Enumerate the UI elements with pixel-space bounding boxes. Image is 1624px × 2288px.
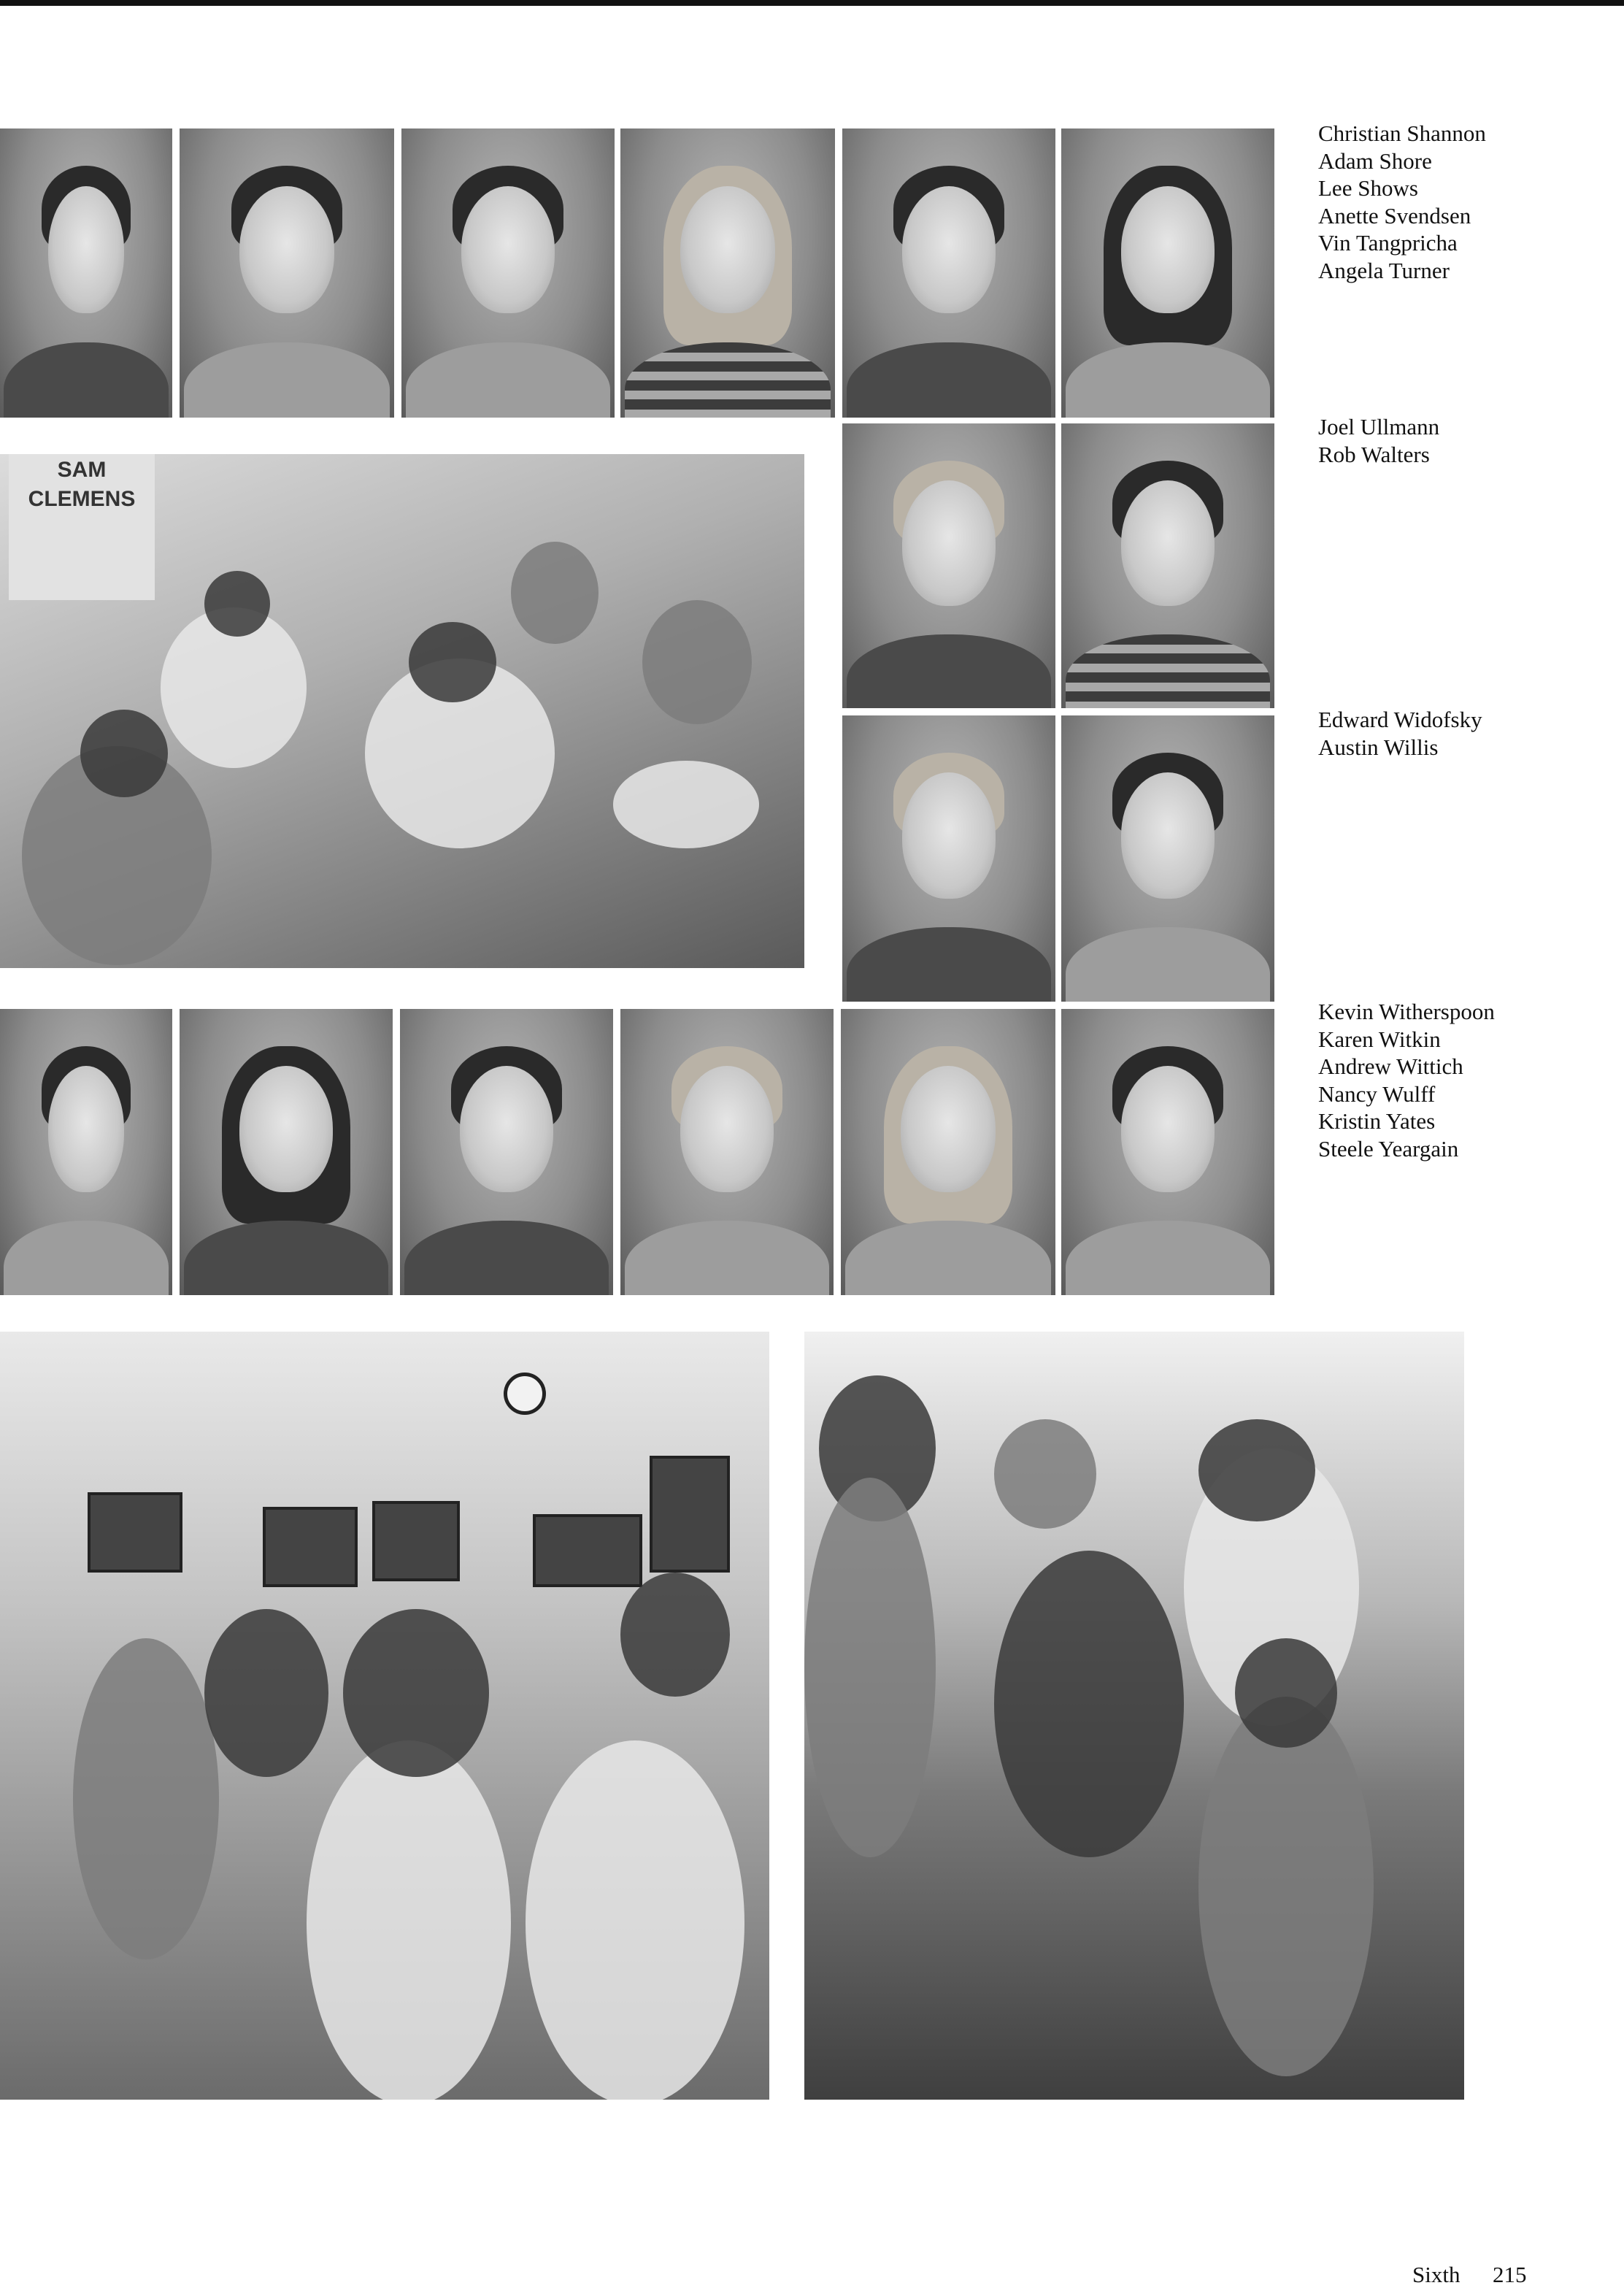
student-name: Angela Turner: [1318, 257, 1450, 283]
wall-picture: [88, 1492, 182, 1573]
student-name: Nancy Wulff: [1318, 1080, 1436, 1107]
portrait-joel-ullmann: [842, 423, 1055, 708]
portrait-steele-yeargain: [1061, 1009, 1274, 1295]
wall-picture: [650, 1456, 730, 1573]
names-group-row3: [1318, 706, 1482, 761]
classroom-sign: [9, 454, 155, 600]
schoolyard-candid-photo: [804, 1332, 1464, 2100]
portrait-kevin-witherspoon: [0, 1009, 172, 1295]
names-group-row2: [1318, 413, 1439, 468]
student-name: Edward Widofsky: [1318, 707, 1482, 732]
portrait-anette-svendsen: [620, 128, 835, 418]
student-name: Kristin Yates: [1318, 1108, 1436, 1134]
portrait-austin-willis: [1061, 715, 1274, 1002]
student-name: Vin Tangpricha: [1318, 230, 1458, 256]
portrait-kristin-yates: [841, 1009, 1055, 1295]
names-group-row1: [1318, 120, 1486, 284]
student-name: Kevin Witherspoon: [1318, 999, 1495, 1024]
top-edge-bar: [0, 0, 1624, 6]
portrait-nancy-wulff: [620, 1009, 834, 1295]
classroom-candid-photo: [0, 454, 804, 968]
wall-clock-icon: [504, 1373, 546, 1415]
student-name: Adam Shore: [1318, 147, 1432, 174]
portrait-edward-widofsky: [842, 715, 1055, 1002]
hallway-candid-photo: [0, 1332, 769, 2100]
portrait-lee-shows: [401, 128, 615, 418]
portrait-angela-turner: [1061, 128, 1274, 418]
portrait-andrew-wittich: [400, 1009, 613, 1295]
student-name: Andrew Wittich: [1318, 1053, 1463, 1079]
sign-line-1: SAM: [57, 458, 107, 482]
portrait-christian-shannon: [0, 128, 172, 418]
wall-picture: [372, 1501, 460, 1581]
sign-line-2: CLEMENS: [28, 487, 136, 511]
student-name: Rob Walters: [1318, 441, 1430, 467]
portrait-adam-shore: [180, 128, 394, 418]
student-name: Lee Shows: [1318, 175, 1418, 201]
student-name: Austin Willis: [1318, 734, 1439, 760]
wall-picture: [263, 1507, 358, 1587]
student-name: Steele Yeargain: [1318, 1135, 1459, 1162]
page-number: 215: [1493, 2262, 1527, 2287]
portrait-karen-witkin: [180, 1009, 393, 1295]
student-name: Christian Shannon: [1318, 120, 1486, 146]
student-name: Joel Ullmann: [1318, 414, 1440, 439]
student-name: Karen Witkin: [1318, 1026, 1441, 1052]
names-group-row4: [1318, 998, 1495, 1162]
wall-picture: [533, 1514, 642, 1587]
portrait-vin-tangpricha: [842, 128, 1055, 418]
student-name: Anette Svendsen: [1318, 202, 1471, 229]
portrait-rob-walters: [1061, 423, 1274, 708]
page-footer-section: Sixth: [1412, 2262, 1461, 2287]
